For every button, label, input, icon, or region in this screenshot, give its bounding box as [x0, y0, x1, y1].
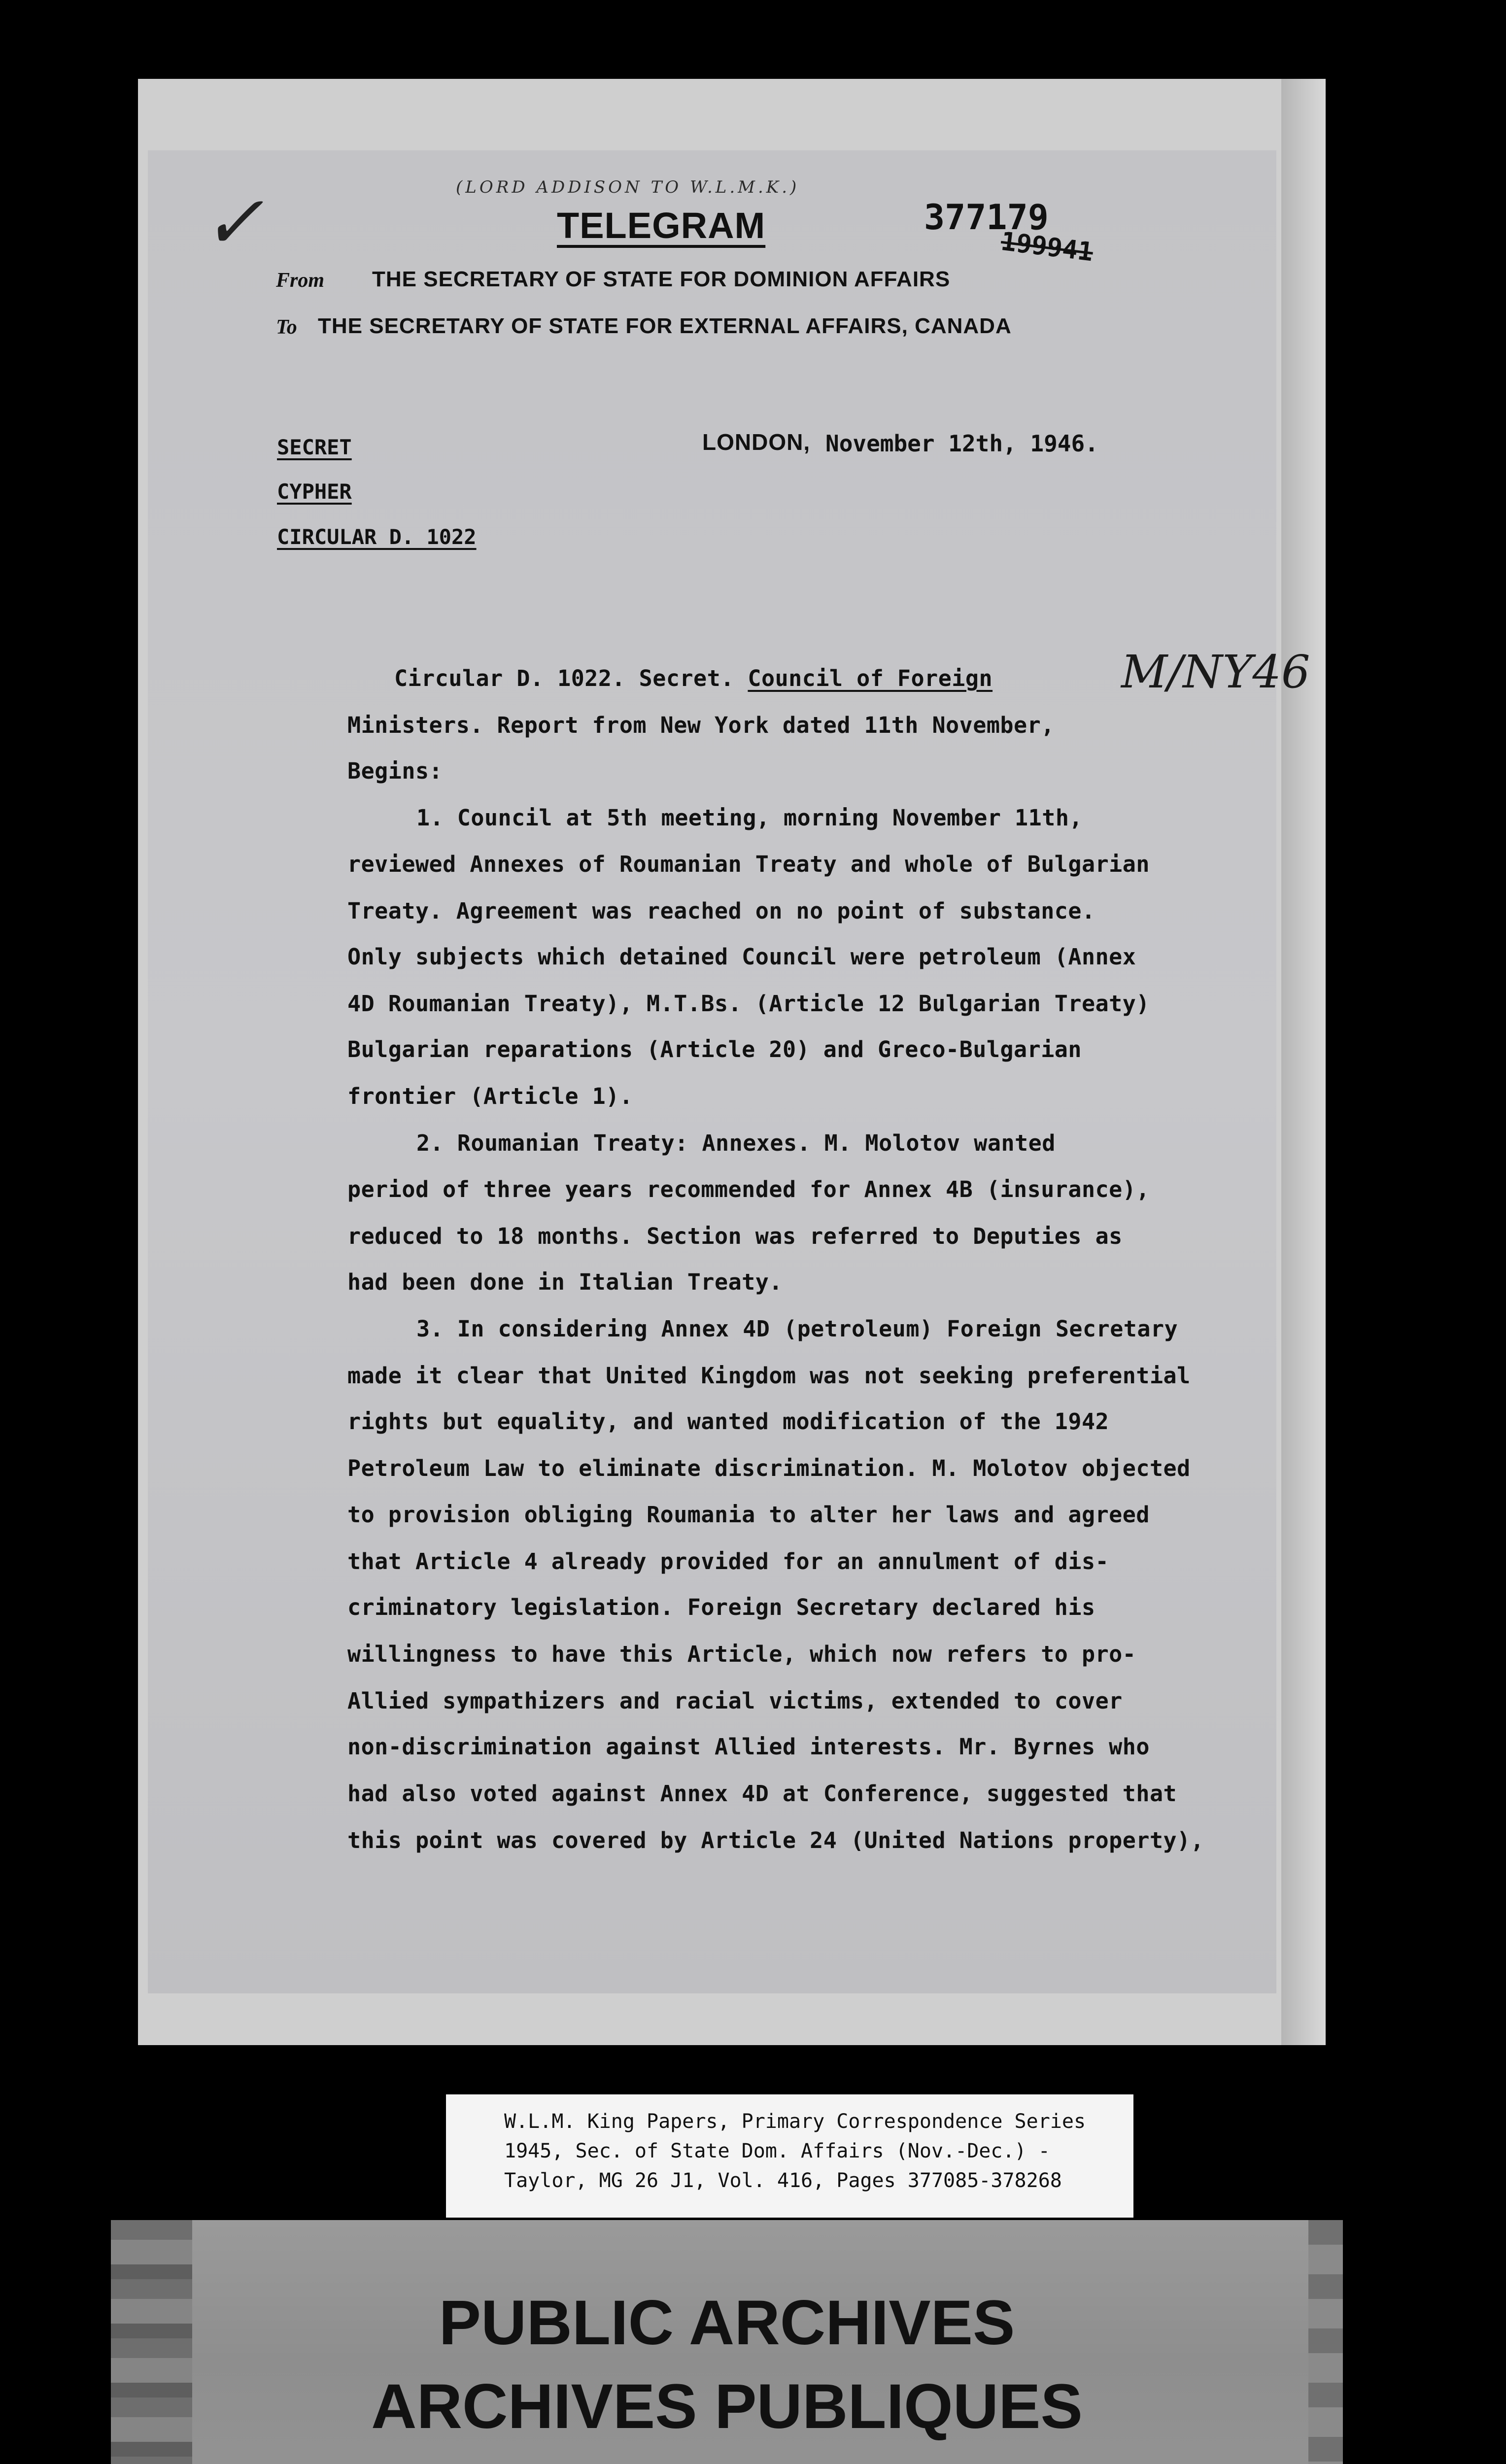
citation-label [446, 2094, 1133, 2218]
body-line: rights but equality, and wanted modification of the 1942 [347, 1408, 1109, 1435]
classification-cypher: CYPHER [277, 479, 352, 504]
body-line: 1. Council at 5th meeting, morning November 11th, [416, 805, 1083, 831]
citation-line: Taylor, MG 26 J1, Vol. 416, Pages 377085-378268 [504, 2169, 1062, 2192]
from-text: THE SECRETARY OF STATE FOR DOMINION AFFAIRS [372, 267, 951, 291]
body-line: criminatory legislation. Foreign Secretary declared his [347, 1594, 1095, 1620]
telegram-title: TELEGRAM [557, 205, 766, 246]
body-underlined-text: Council of Foreign [748, 665, 993, 691]
body-line: non-discrimination against Allied interests. Mr. Byrnes who [347, 1734, 1150, 1760]
body-line: made it clear that United Kingdom was not seeking preferential [347, 1363, 1191, 1389]
body-line: frontier (Article 1). [347, 1083, 633, 1109]
body-line: had also voted against Annex 4D at Conference, suggested that [347, 1780, 1177, 1807]
plaque-line-public-archives: PUBLIC ARCHIVES [439, 2288, 1015, 2358]
citation-line: 1945, Sec. of State Dom. Affairs (Nov.-Dec.) - [504, 2140, 1050, 2162]
check-mark-icon: ✓ [202, 180, 264, 266]
to-text: THE SECRETARY OF STATE FOR EXTERNAL AFFAIRS, CANADA [318, 314, 1012, 338]
body-line: 3. In considering Annex 4D (petroleum) Foreign Secretary [416, 1316, 1178, 1342]
body-line: Treaty. Agreement was reached on no point of substance. [347, 898, 1095, 924]
mount-edge [1281, 79, 1326, 2045]
body-line: 2. Roumanian Treaty: Annexes. M. Molotov wanted [416, 1130, 1056, 1156]
body-line: Only subjects which detained Council were petroleum (Annex [347, 944, 1136, 970]
citation-line: W.L.M. King Papers, Primary Correspondence Series [504, 2110, 1086, 2133]
body-line: had been done in Italian Treaty. [347, 1269, 783, 1295]
body-line: this point was covered by Article 24 (United Nations property), [347, 1827, 1204, 1853]
plaque-line-archives-publiques: ARCHIVES PUBLIQUES [371, 2371, 1083, 2442]
stamp-number-crossed: 199941 [999, 227, 1095, 268]
classification-secret: SECRET [277, 435, 352, 459]
telegram-sheet [148, 150, 1310, 1993]
stamp-number: 377179 [924, 197, 1049, 238]
handwritten-margin-note: M/NY46 [1121, 646, 1310, 698]
body-text: Circular D. 1022. Secret. [394, 665, 748, 691]
body-line: Bulgarian reparations (Article 20) and Greco-Bulgarian [347, 1036, 1082, 1062]
body-line: to provision obliging Roumania to alter her laws and agreed [347, 1502, 1150, 1528]
date: November 12th, 1946. [825, 430, 1098, 457]
handwritten-header: (LORD ADDISON TO W.L.M.K.) [456, 177, 800, 197]
body-line: Ministers. Report from New York dated 11th November, [347, 712, 1055, 738]
to-label: To [276, 316, 297, 339]
body-line: reviewed Annexes of Roumanian Treaty and whole of Bulgarian [347, 851, 1150, 877]
body-line [394, 665, 993, 691]
place: LONDON, [702, 429, 811, 455]
body-line: willingness to have this Article, which now refers to pro- [347, 1641, 1136, 1667]
from-label: From [276, 269, 325, 292]
archives-plaque [111, 2220, 1343, 2464]
body-line: period of three years recommended for Annex 4B (insurance), [347, 1176, 1150, 1202]
body-line: that Article 4 already provided for an annulment of dis- [347, 1548, 1109, 1574]
body-line: Allied sympathizers and racial victims, extended to cover [347, 1688, 1123, 1714]
classification-circular: CIRCULAR D. 1022 [277, 525, 477, 549]
body-line: Petroleum Law to eliminate discrimination. M. Molotov objected [347, 1455, 1191, 1481]
body-line: Begins: [347, 758, 443, 784]
body-line: 4D Roumanian Treaty), M.T.Bs. (Article 12 Bulgarian Treaty) [347, 991, 1150, 1017]
body-line: reduced to 18 months. Section was referred to Deputies as [347, 1223, 1123, 1249]
